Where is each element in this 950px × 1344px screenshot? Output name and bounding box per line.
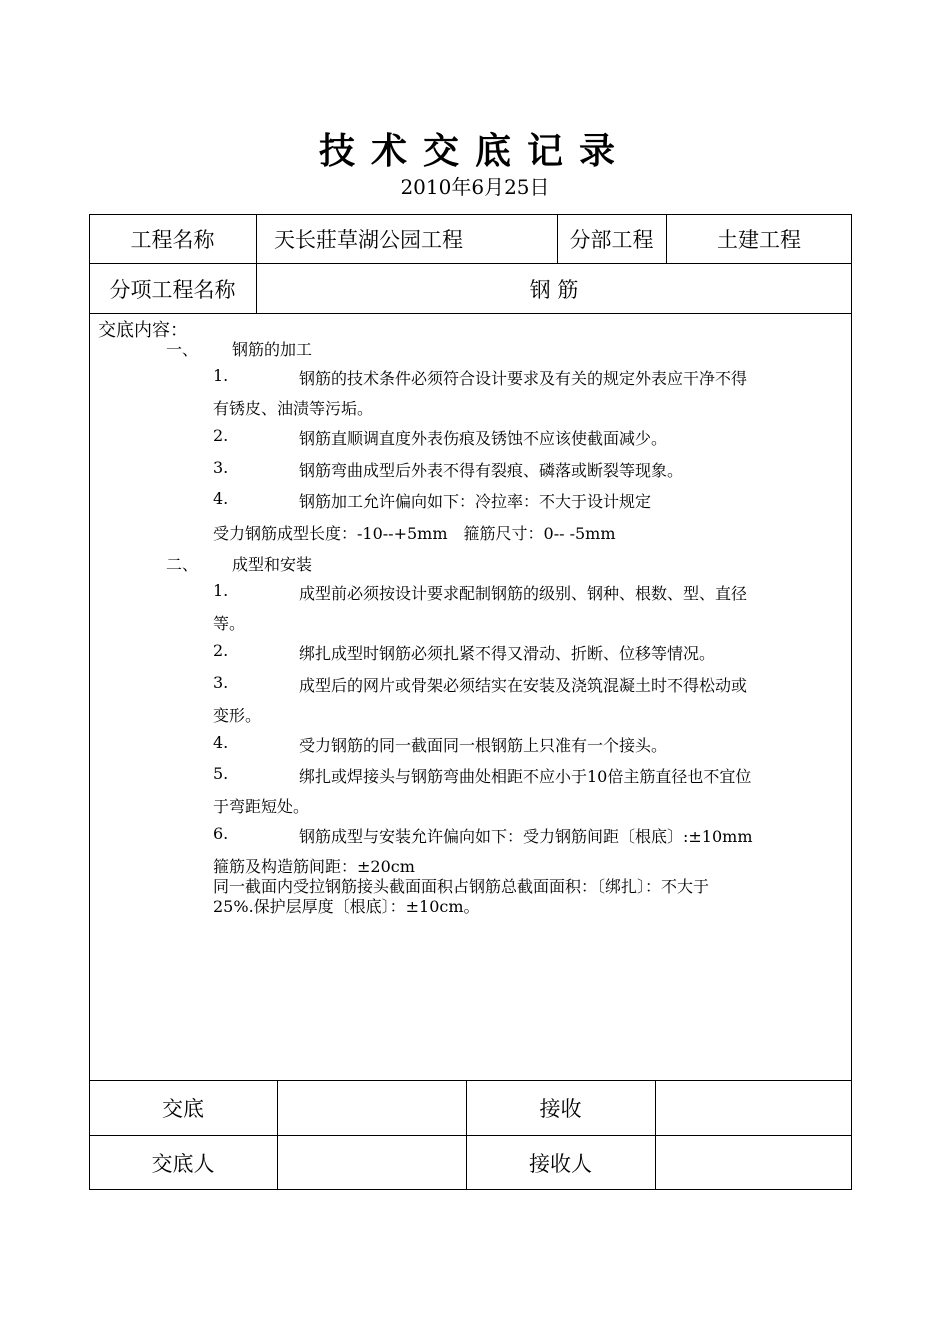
subitem-name-value: 钢 筋 [529, 278, 579, 302]
project-name-label: 工程名称 [130, 228, 215, 252]
section-title: 钢筋的加工 [232, 340, 313, 359]
list-item-number: 3. [213, 458, 229, 477]
tolerance-line: 受力钢筋成型长度：-10--+5mm 箍筋尺寸：0-- -5mm [213, 524, 616, 543]
handover-label: 交底 [162, 1096, 204, 1121]
receiver-value [655, 1135, 852, 1190]
handover-person-label: 交底人 [151, 1151, 215, 1176]
project-name-value: 天长莊草湖公园工程 [274, 228, 463, 252]
subitem-name-label: 分项工程名称 [109, 278, 236, 302]
list-item-continuation: 有锈皮、油渍等污垢。 [213, 399, 374, 418]
list-item-text: 绑扎或焊接头与钢筋弯曲处相距不应小于10倍主筋直径也不宜位 [299, 767, 752, 786]
handover-value [277, 1080, 466, 1135]
list-item-text: 钢筋的技术条件必须符合设计要求及有关的规定外表应干净不得 [299, 369, 748, 388]
list-item-number: 6. [213, 824, 229, 843]
section-number: 一、 [166, 340, 199, 359]
division-label: 分部工程 [569, 228, 654, 252]
tolerance-line: 箍筋及构造筋间距：±20cm [213, 857, 415, 876]
list-item-text: 钢筋弯曲成型后外表不得有裂痕、磷落或断裂等现象。 [299, 461, 684, 480]
document-date: 2010年6月25日 [400, 175, 550, 199]
list-item-number: 2. [213, 641, 229, 660]
list-item-number: 1. [213, 581, 229, 600]
section-number: 二、 [166, 555, 199, 574]
list-item-number: 3. [213, 673, 229, 692]
receive-label: 接收 [539, 1096, 582, 1121]
list-item-text: 成型后的网片或骨架必须结实在安装及浇筑混凝土时不得松动或 [299, 676, 748, 695]
content-heading: 交底内容： [98, 320, 188, 341]
list-item-text: 钢筋加工允许偏向如下：冷拉率：不大于设计规定 [299, 492, 652, 511]
section-title: 成型和安装 [232, 555, 313, 574]
list-item-text: 绑扎成型时钢筋必须扎紧不得又滑动、折断、位移等情况。 [299, 644, 716, 663]
list-item-continuation: 变形。 [213, 706, 262, 725]
list-item-text: 受力钢筋的同一截面同一根钢筋上只准有一个接头。 [299, 736, 668, 755]
list-item-text: 钢筋直顺调直度外表伤痕及锈蚀不应该使截面减少。 [299, 429, 668, 448]
list-item-number: 5. [213, 764, 229, 783]
tolerance-line: 25%.保护层厚度〔根底〕：±10cm。 [213, 897, 480, 916]
list-item-text: 钢筋成型与安装允许偏向如下：受力钢筋间距〔根底〕:±10mm [299, 827, 753, 846]
document-title: 技术交底记录 [318, 130, 631, 172]
receive-value [655, 1080, 852, 1135]
list-item-continuation: 等。 [213, 614, 246, 633]
list-item-number: 4. [213, 489, 229, 508]
list-item-number: 1. [213, 366, 229, 385]
list-item-continuation: 于弯距短处。 [213, 797, 310, 816]
list-item-number: 2. [213, 426, 229, 445]
list-item-number: 4. [213, 733, 229, 752]
division-value: 土建工程 [717, 228, 801, 252]
list-item-text: 成型前必须按设计要求配制钢筋的级别、钢种、根数、型、直径 [299, 584, 748, 603]
tolerance-line: 同一截面内受拉钢筋接头截面面积占钢筋总截面面积：〔绑扎〕：不大于 [213, 877, 710, 896]
record-table [89, 214, 852, 1190]
handover-person-value [277, 1135, 466, 1190]
receiver-label: 接收人 [529, 1151, 592, 1176]
